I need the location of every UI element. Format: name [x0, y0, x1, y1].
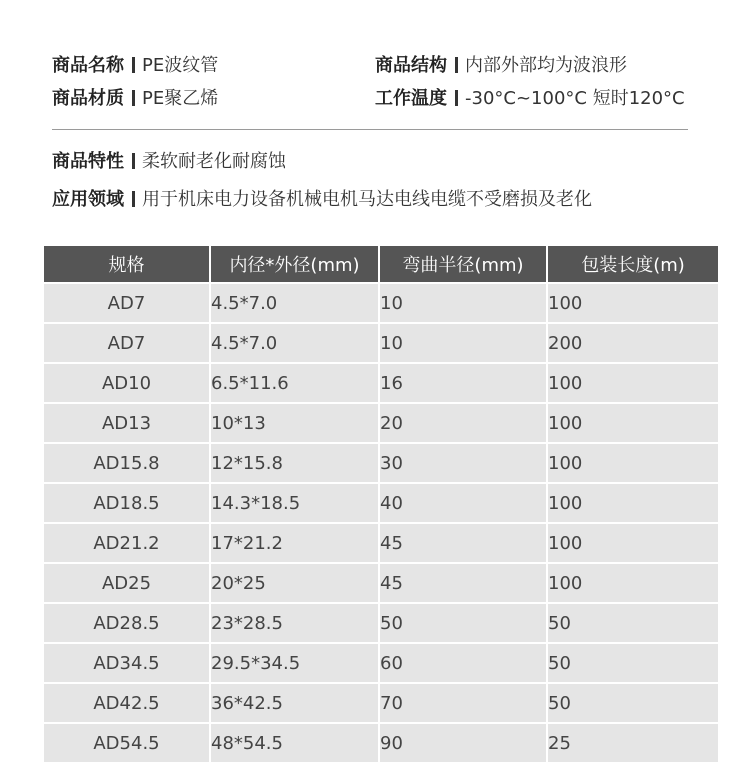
cell-diameter: 29.5*34.5: [211, 642, 380, 682]
separator-bar: [455, 57, 458, 73]
table-row: [44, 722, 718, 762]
cell-pack-length: 100: [548, 562, 718, 602]
cell-pack-length: 100: [548, 362, 718, 402]
info-application-label: 应用领域: [52, 189, 124, 210]
cell-spec: AD21.2: [44, 522, 211, 562]
spec-table: [44, 246, 718, 762]
table-row: [44, 282, 718, 322]
cell-bend-radius: 50: [380, 602, 548, 642]
table-row: [44, 362, 718, 402]
header-diameter: 内径*外径(mm): [211, 246, 380, 282]
cell-bend-radius: 45: [380, 562, 548, 602]
separator-bar: [132, 90, 135, 106]
header-spec: 规格: [44, 246, 211, 282]
table-row: [44, 522, 718, 562]
separator-bar: [132, 191, 135, 207]
cell-bend-radius: 10: [380, 282, 548, 322]
cell-pack-length: 100: [548, 522, 718, 562]
cell-pack-length: 25: [548, 722, 718, 762]
info-name-value: PE波纹管: [142, 55, 219, 76]
section-divider: [52, 129, 688, 130]
cell-bend-radius: 45: [380, 522, 548, 562]
table-row: [44, 682, 718, 722]
cell-diameter: 4.5*7.0: [211, 322, 380, 362]
cell-spec: AD34.5: [44, 642, 211, 682]
cell-pack-length: 100: [548, 442, 718, 482]
info-name-label: 商品名称: [52, 55, 124, 76]
header-pack-length: 包装长度(m): [548, 246, 718, 282]
cell-diameter: 20*25: [211, 562, 380, 602]
info-name: [52, 54, 218, 78]
cell-spec: AD15.8: [44, 442, 211, 482]
cell-pack-length: 50: [548, 642, 718, 682]
table-header-row: [44, 246, 718, 282]
cell-spec: AD10: [44, 362, 211, 402]
info-material-label: 商品材质: [52, 88, 124, 109]
cell-pack-length: 100: [548, 482, 718, 522]
cell-bend-radius: 60: [380, 642, 548, 682]
info-feature-value: 柔软耐老化耐腐蚀: [142, 151, 286, 172]
separator-bar: [455, 90, 458, 106]
info-temperature-value: -30°C~100°C 短时120°C: [465, 88, 685, 109]
separator-bar: [132, 57, 135, 73]
cell-spec: AD54.5: [44, 722, 211, 762]
info-feature-label: 商品特性: [52, 151, 124, 172]
cell-spec: AD42.5: [44, 682, 211, 722]
cell-spec: AD13: [44, 402, 211, 442]
info-temperature-label: 工作温度: [375, 88, 447, 109]
info-temperature: [375, 87, 685, 111]
cell-diameter: 48*54.5: [211, 722, 380, 762]
cell-bend-radius: 30: [380, 442, 548, 482]
table-row: [44, 482, 718, 522]
header-bend-radius: 弯曲半径(mm): [380, 246, 548, 282]
cell-diameter: 36*42.5: [211, 682, 380, 722]
table-row: [44, 322, 718, 362]
separator-bar: [132, 153, 135, 169]
table-row: [44, 442, 718, 482]
info-structure-label: 商品结构: [375, 55, 447, 76]
cell-spec: AD18.5: [44, 482, 211, 522]
cell-spec: AD25: [44, 562, 211, 602]
cell-bend-radius: 16: [380, 362, 548, 402]
cell-spec: AD7: [44, 322, 211, 362]
cell-pack-length: 50: [548, 602, 718, 642]
table-row: [44, 562, 718, 602]
cell-diameter: 4.5*7.0: [211, 282, 380, 322]
cell-diameter: 17*21.2: [211, 522, 380, 562]
info-application-value: 用于机床电力设备机械电机马达电线电缆不受磨损及老化: [142, 189, 592, 210]
cell-pack-length: 50: [548, 682, 718, 722]
table-row: [44, 602, 718, 642]
cell-bend-radius: 20: [380, 402, 548, 442]
table-row: [44, 642, 718, 682]
info-material: [52, 87, 218, 111]
cell-diameter: 23*28.5: [211, 602, 380, 642]
info-material-value: PE聚乙烯: [142, 88, 219, 109]
cell-bend-radius: 10: [380, 322, 548, 362]
cell-bend-radius: 90: [380, 722, 548, 762]
cell-bend-radius: 40: [380, 482, 548, 522]
table-row: [44, 402, 718, 442]
cell-pack-length: 100: [548, 282, 718, 322]
cell-diameter: 12*15.8: [211, 442, 380, 482]
cell-diameter: 6.5*11.6: [211, 362, 380, 402]
cell-diameter: 10*13: [211, 402, 380, 442]
cell-spec: AD7: [44, 282, 211, 322]
info-application: [52, 188, 592, 212]
info-structure-value: 内部外部均为波浪形: [465, 55, 627, 76]
info-feature: [52, 150, 286, 174]
cell-spec: AD28.5: [44, 602, 211, 642]
cell-diameter: 14.3*18.5: [211, 482, 380, 522]
cell-pack-length: 200: [548, 322, 718, 362]
cell-bend-radius: 70: [380, 682, 548, 722]
cell-pack-length: 100: [548, 402, 718, 442]
info-structure: [375, 54, 627, 78]
